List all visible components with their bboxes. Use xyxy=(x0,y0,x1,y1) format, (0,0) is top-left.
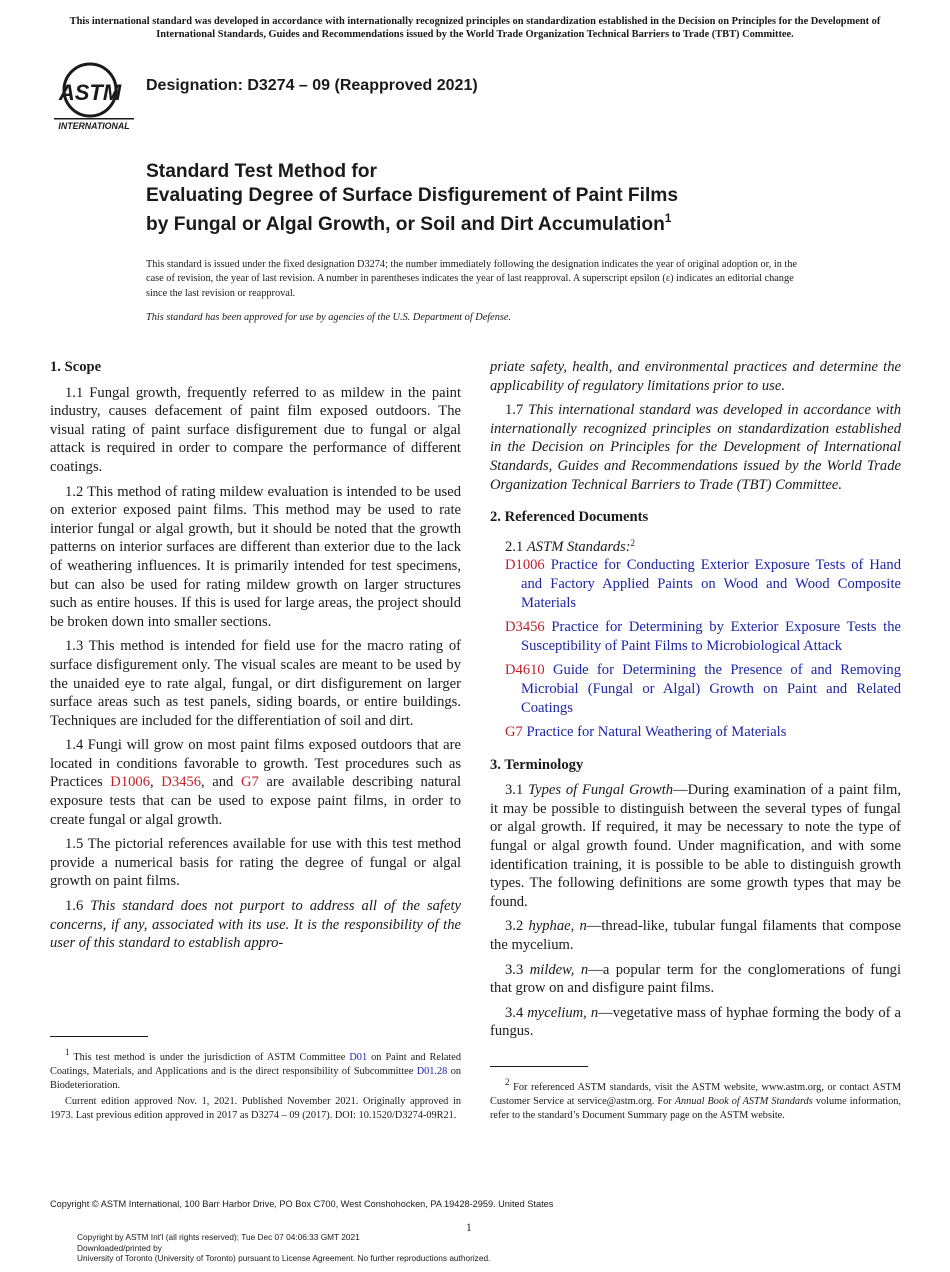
astm-standards-subheading: 2.1 ASTM Standards:$^2$ xyxy=(505,537,636,555)
link-d01[interactable]: D01 xyxy=(349,1052,368,1063)
section-heading-referenced-documents: 2. Referenced Documents xyxy=(490,509,649,526)
designation: Designation: D3274 – 09 (Reapproved 2021) xyxy=(146,77,478,94)
term-3-3: 3.3 mildew, n—a popular term for the conglomerations of fungi that grow on and disfigure paint films. xyxy=(490,961,901,997)
term-3-2: 3.2 hyphae, n—thread-like, tubular fungal filaments that compose the mycelium. xyxy=(490,918,901,954)
section-heading-scope: 1. Scope xyxy=(50,359,102,375)
reference-item[interactable]: D3456 Practice for Determining by Exterior Exposure Tests the Susceptibility of Paint Films to Microbiological Attack xyxy=(505,619,901,654)
reference-item[interactable]: G7 Practice for Natural Weathering of Materials xyxy=(505,724,787,741)
footnotes-left xyxy=(50,1045,461,1125)
trade-notice: This international standard was developed in accordance with internationally recognized principles on standardization established in the Decision on Principles for the Development of International Standards, Guides and Recommendations issued by the World Trade Organization Technical Barriers to Trade (TBT) Committee. xyxy=(69,16,881,40)
reference-item[interactable]: D1006 Practice for Conducting Exterior Exposure Tests of Hand and Factory Applied Paints on Wood and Wood Composite Materials xyxy=(505,557,901,611)
paragraph-1-2: 1.2 This method of rating mildew evaluation is intended to be used on exterior exposed paint films. This method may be used to rate interior fungal or algal growth, but it should be noted that the growth patterns on interior surfaces are different than exterior due to the lack of weathering influences. It is primarily intended for test specimens, but can also be used for rating mildew growth on larger structures such as entire houses. If this is used for large areas, the project should be broken down into smaller sections. xyxy=(50,483,461,630)
astm-logo-text: ASTM xyxy=(58,80,122,105)
paragraph-1-7: 1.7 This international standard was developed in accordance with internationally recognized principles on standardization established in the Decision on Principles for the Development of International Standards, Guides and Recommendations issued by the World Trade Organization Technical Barriers to Trade (TBT) Committee. xyxy=(490,402,902,493)
title-line-2: Evaluating Degree of Surface Disfigurement of Paint Films xyxy=(146,184,679,206)
astm-logo xyxy=(52,58,136,132)
paragraph-1-4: 1.4 Fungi will grow on most paint films exposed outdoors that are located in conditions favorable to growth. Test procedures such as Practices D1006, D3456, and G7 are available describing natural exposure tests that can be used to expose paint films, in order to create fungal or algal growth. xyxy=(50,737,462,828)
section-heading-terminology: 3. Terminology xyxy=(490,756,584,773)
paragraph-1-5: 1.5 The pictorial references available for use with this test method provide a numerical basis for rating the degree of fungal or algal growth on paint films. xyxy=(50,836,461,890)
footnote-divider-right xyxy=(490,1066,588,1067)
footnote-2: $^2$ For referenced ASTM standards, visit the ASTM website, www.astm.org, or contact ASTM Customer Service at service@astm.org. For Annual Book of ASTM Standards volume information, refer to the standard’s Document Summary page on the ASTM website. xyxy=(490,1077,901,1121)
left-column xyxy=(50,356,461,959)
term-3-1: 3.1 Types of Fungal Growth—During examination of a paint film, it may be possible to distinguish between the several types of fungal or algal growth. If required, it may be necessary to note the type of fungal or algal growth found. Under magnification, and with some identification training, it is possible to be able to distinguish growth types. The following definitions are some growth types that may be found. xyxy=(490,782,901,910)
footnotes-right xyxy=(490,1075,901,1125)
title-line-3: by Fungal or Algal Growth, or Soil and Dirt Accumulation$^1$ xyxy=(146,211,672,235)
link-d01-28[interactable]: D01.28 xyxy=(416,1066,448,1077)
title-line-1: Standard Test Method for xyxy=(146,161,377,182)
dod-approval-notice: This standard has been approved for use by agencies of the U.S. Department of Defense. xyxy=(146,312,512,323)
download-notice: Copyright by ASTM Int'l (all rights reserved); Tue Dec 07 04:06:33 GMT 2021 Downloaded/printed by University of Toronto (University of Toronto) pursuant to License Agreement. No further reproductions authorized. xyxy=(77,1232,491,1263)
paragraph-1-6: 1.6 This standard does not purport to address all of the safety concerns, if any, associated with its use. It is the responsibility of the user of this standard to establish appro- xyxy=(50,898,461,952)
document-title xyxy=(146,160,866,237)
astm-logo-subtext: INTERNATIONAL xyxy=(58,121,130,131)
footnote-divider-left xyxy=(50,1036,148,1037)
footnote-1-edition: Current edition approved Nov. 1, 2021. Published November 2021. Originally approved in 1973. Last previous edition approved in 2017 as D3274 – 09 (2017). DOI: 10.1520/D3274-09R21. xyxy=(50,1096,461,1121)
reference-item[interactable]: D4610 Guide for Determining the Presence of and Removing Microbial (Fungal or Algal) Growth on Paint and Related Coatings xyxy=(505,662,901,716)
right-column xyxy=(490,358,901,1047)
copyright-line: Copyright © ASTM International, 100 Barr Harbor Drive, PO Box C700, West Conshohocken, PA 19428-2959. United States xyxy=(50,1199,554,1209)
link-d3456[interactable]: D3456 xyxy=(161,774,202,791)
paragraph-1-6-continued: priate safety, health, and environmental practices and determine the applicability of regulatory limitations prior to use. xyxy=(490,359,901,394)
title-footnote-mark: 1 xyxy=(664,211,672,225)
issuance-statement: This standard is issued under the fixed designation D3274; the number immediately following the designation indicates the year of original adoption or, in the case of revision, the year of last revision. A number in parentheses indicates the year of last reapproval. A superscript epsilon (ε) indicates an editorial change since the last revision or reapproval. xyxy=(146,259,798,299)
footnote-1: $^1$ This test method is under the jurisdiction of ASTM Committee D01 on Paint and Related Coatings, Materials, and Applications and is the direct responsibility of Subcommittee D01.28 on Biodeterioration. xyxy=(50,1047,462,1091)
paragraph-1-1: 1.1 Fungal growth, frequently referred to as mildew in the paint industry, causes defacement of paint film exposed outdoors. The visual rating of paint surface disfigurement due to fungal or algal attack is required in order to compare the performance of different coatings. xyxy=(50,384,461,475)
link-d1006[interactable]: D1006 xyxy=(110,774,151,791)
page-number: 1 xyxy=(466,1222,472,1234)
paragraph-1-3: 1.3 This method is intended for field use for the macro rating of surface disfigurement only. The visual scales are meant to be used by the unaided eye to rate algal, fungal, or dirt disfigurement on larger surface areas such as test panels, siding boards, or entire buildings. Techniques are included for the differentiation of soil and dirt. xyxy=(50,638,461,729)
term-3-4: 3.4 mycelium, n—vegetative mass of hyphae forming the body of a fungus. xyxy=(490,1004,902,1040)
link-g7[interactable]: G7 xyxy=(240,774,259,791)
